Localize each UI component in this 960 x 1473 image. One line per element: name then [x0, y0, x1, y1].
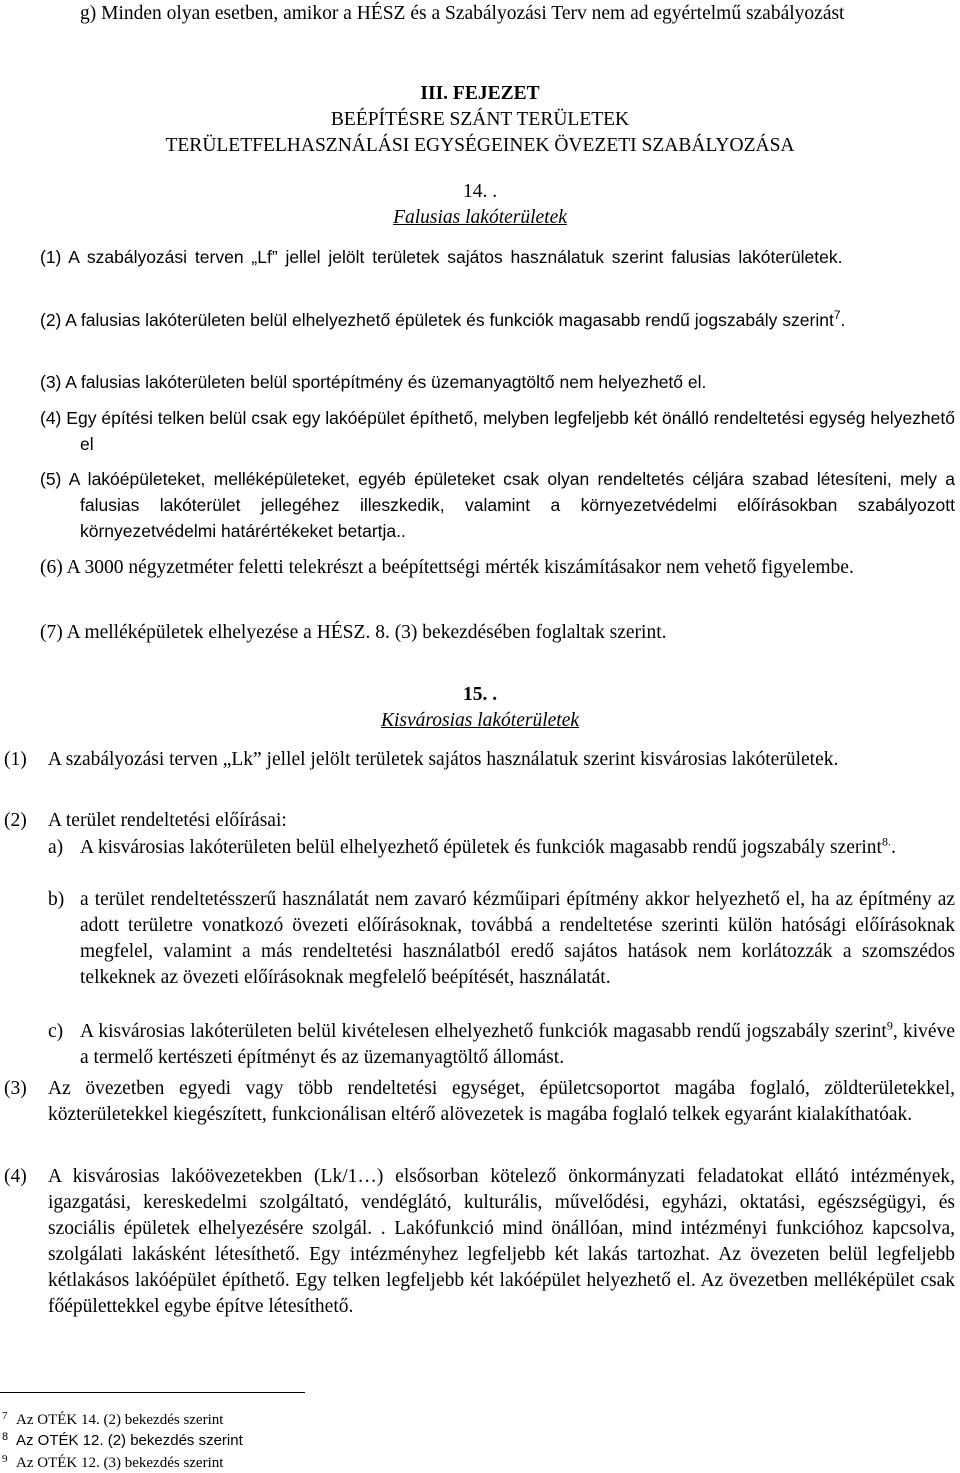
- footnote-8: [2, 1427, 243, 1451]
- footnote-mark: 9: [2, 1453, 8, 1465]
- paragraph-text: A kisvárosias lakóövezetekben (Lk/1…) elsősorban kötelező önkormányzati feladatokat ellátó intézmények, igazgatási, kereskedelmi szolgáltató, vendéglátó, kulturális, művelődési, egyházi, oktatási, egészségügyi, és szociális épületek elhelyezésére szolgál. . Lakófunkció mind önállóan, mind intézményi funkcióhoz kapcsolva, szolgálati lakásként létesíthető. Egy intézményhez legfeljebb két lakás tartozhat. Az övezeten belül legfeljebb kétlakásos lakóépület építhető. Egy telken legfeljebb két lakóépület helyezhető el. Az övezetben melléképület csak főépülettekkel egybe építve létesíthető.: [48, 1166, 955, 1317]
- chapter-number: III. FEJEZET: [420, 83, 540, 104]
- item-label: a): [48, 837, 64, 858]
- paragraph-tail: .: [840, 310, 846, 330]
- footnote-ref-8[interactable]: 8.: [881, 834, 891, 849]
- section-15-heading: [0, 682, 960, 734]
- paragraph-number: (5): [40, 469, 62, 489]
- paragraph-14-2: [40, 307, 955, 333]
- section-14-number: 14. .: [462, 181, 498, 202]
- paragraph-14-4: [40, 405, 955, 457]
- paragraph-text: Az övezetben egyedi vagy több rendeltetési egységet, épületcsoportot magába foglaló, zöldterületekkel, közterületekkel kiegészített, funkcionálisan eltérő alövezetek is magába foglaló telkek egyaránt kialakíthatóak.: [48, 1078, 955, 1125]
- footnote-mark: 8: [2, 1431, 9, 1443]
- item-label: b): [48, 889, 65, 910]
- paragraph-number: (3): [4, 1078, 27, 1099]
- paragraph-number: (7): [40, 622, 63, 643]
- paragraph-text: Egy építési telken belül csak egy lakóépület építhető, melyben legfeljebb két önálló rendeltetési egység helyezhető el: [66, 408, 955, 454]
- paragraph-number: (6): [40, 557, 63, 578]
- footnote-ref-9[interactable]: 9: [886, 1018, 893, 1033]
- section-15-title: Kisvárosias lakóterületek: [380, 710, 580, 731]
- chapter-title-line-1: BEÉPÍTÉSRE SZÁNT TERÜLETEK: [330, 109, 630, 130]
- list-item-g-text: g) Minden olyan esetben, amikor a HÉSZ és a Szabályozási Terv nem ad egyértelmű szabályozást: [80, 3, 845, 24]
- item-text: A kisvárosias lakóterületen belül elhelyezhető épületek és funkciók magasabb rendű jogszabály szerint: [80, 837, 882, 858]
- section-14-title: Falusias lakóterületek: [393, 207, 567, 228]
- paragraph-text: A falusias lakóterületen belül elhelyezhető épületek és funkciók magasabb rendű jogszabály szerint: [65, 310, 834, 330]
- paragraph-15-3: [4, 1076, 955, 1128]
- footnote-ref-7[interactable]: 7: [833, 308, 841, 323]
- paragraph-14-7: [40, 620, 955, 646]
- list-item-g: [80, 1, 955, 27]
- item-text: A kisvárosias lakóterületen belül kivételesen elhelyezhető funkciók magasabb rendű jogszabály szerint: [80, 1021, 887, 1042]
- paragraph-number: (2): [4, 810, 27, 831]
- item-tail: , kivéve a termelő kertészeti építményt és az üzemanyagtöltő állomást.: [80, 1021, 955, 1068]
- footnote-text: Az OTÉK 12. (2) bekezdés szerint: [16, 1432, 243, 1449]
- footnote-text: Az OTÉK 12. (3) bekezdés szerint: [16, 1455, 224, 1471]
- paragraph-text: A szabályozási terven „Lf” jellel jelölt területek sajátos használatuk szerint falusias lakóterületek.: [68, 247, 843, 267]
- paragraph-text: A melléképületek elhelyezése a HÉSZ. 8. (3) bekezdésében foglaltak szerint.: [66, 622, 667, 643]
- paragraph-number: (2): [40, 310, 62, 330]
- footnote-9: [2, 1449, 223, 1473]
- chapter-title-line-2: TERÜLETFELHASZNÁLÁSI EGYSÉGEINEK ÖVEZETI SZABÁLYOZÁSA: [165, 135, 795, 156]
- item-label: c): [48, 1021, 64, 1042]
- paragraph-14-1: [40, 244, 955, 270]
- paragraph-number: (3): [40, 372, 62, 392]
- paragraph-text: A falusias lakóterületen belül sportépítmény és üzemanyagtöltő nem helyezhető el.: [65, 372, 707, 392]
- item-text: a terület rendeltetésszerű használatát nem zavaró kézműipari építmény akkor helyezhető el, ha az építmény az adott területre vonatkozó övezeti előírásoknak, továbbá a rendeltetése szerinti külön hatósági előírásoknak megfelel, valamint a más rendeltetési használatból eredő sajátos hatások nem korlátozzák a szomszédos telkeknek az övezeti előírásoknak megfelelő beépítését, használatát.: [80, 889, 955, 988]
- footnote-separator: [0, 1392, 305, 1393]
- paragraph-14-6: [40, 555, 955, 581]
- paragraph-number: (1): [40, 247, 62, 267]
- chapter-heading: [0, 81, 960, 159]
- paragraph-15-2: [4, 808, 955, 834]
- item-tail: .: [890, 837, 896, 858]
- list-item-c: [48, 1019, 955, 1071]
- paragraph-14-3: [40, 369, 955, 395]
- paragraph-text: A terület rendeltetési előírásai:: [48, 810, 287, 831]
- paragraph-number: (1): [4, 749, 27, 770]
- paragraph-15-4: [4, 1164, 955, 1320]
- list-item-a: [48, 835, 955, 861]
- paragraph-text: A lakóépületeket, melléképületeket, egyéb épületeket csak olyan rendeltetés céljára szabad létesíteni, mely a falusias lakóterület jellegéhez illeszkedik, valamint a környezetvédelmi előírásokban szabályozott környezetvédelmi határértékeket betartja..: [68, 469, 955, 541]
- footnote-mark: 7: [2, 1410, 8, 1422]
- section-15-number: 15. .: [462, 684, 498, 705]
- paragraph-text: A 3000 négyzetméter feletti telekrészt a beépítettségi mérték kiszámításakor nem vehető figyelembe.: [66, 557, 854, 578]
- paragraph-number: (4): [40, 408, 62, 428]
- section-14-heading: [0, 179, 960, 231]
- paragraph-number: (4): [4, 1166, 27, 1187]
- paragraph-14-5: [40, 466, 955, 544]
- paragraph-text: A szabályozási terven „Lk” jellel jelölt területek sajátos használatuk szerint kisvárosias lakóterületek.: [47, 749, 839, 770]
- list-item-b: [48, 887, 955, 991]
- paragraph-15-1: [4, 747, 955, 773]
- footnote-text: Az OTÉK 14. (2) bekezdés szerint: [16, 1412, 224, 1428]
